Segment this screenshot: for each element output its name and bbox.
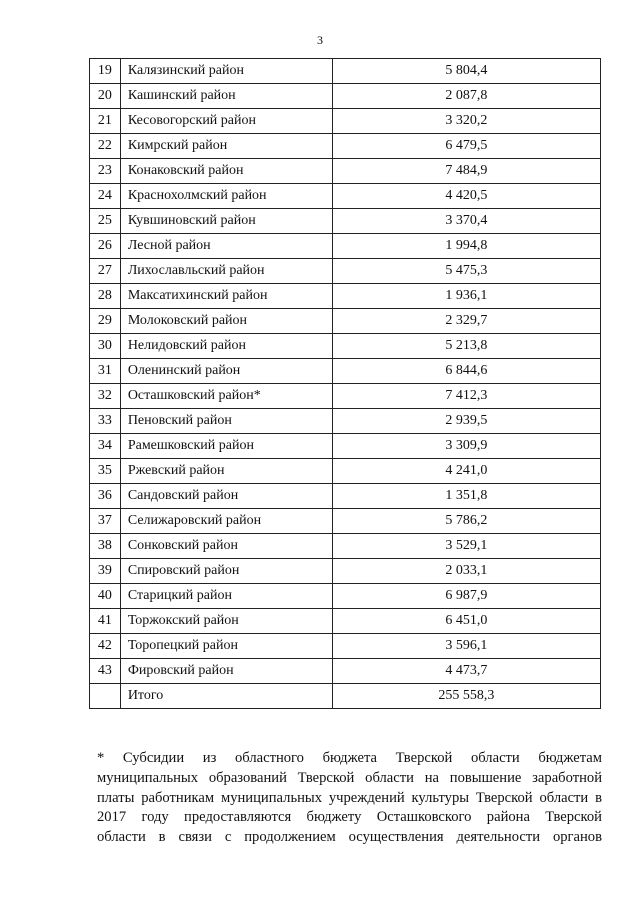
district-name: Ржевский район [120, 459, 332, 484]
table-row [90, 109, 601, 134]
row-number: 35 [90, 459, 121, 484]
table-row [90, 359, 601, 384]
district-name: Максатихинский район [120, 284, 332, 309]
table-row [90, 509, 601, 534]
row-number: 27 [90, 259, 121, 284]
table-row [90, 309, 601, 334]
subsidy-value: 7 412,3 [332, 384, 600, 409]
table-row [90, 659, 601, 684]
footnote [97, 749, 602, 848]
row-number: 40 [90, 584, 121, 609]
district-name: Лихославльский район [120, 259, 332, 284]
district-name: Пеновский район [120, 409, 332, 434]
subsidy-value: 2 087,8 [332, 84, 600, 109]
district-name: Торжокский район [120, 609, 332, 634]
districts-table-body [90, 59, 601, 709]
district-name: Рамешковский район [120, 434, 332, 459]
subsidy-value: 7 484,9 [332, 159, 600, 184]
footnote-line: области в связи с продолжением осуществления деятельности органов [97, 829, 602, 846]
row-number: 38 [90, 534, 121, 559]
subsidy-value: 6 987,9 [332, 584, 600, 609]
district-name: Нелидовский район [120, 334, 332, 359]
subsidy-value: 3 370,4 [332, 209, 600, 234]
district-name: Селижаровский район [120, 509, 332, 534]
district-name: Молоковский район [120, 309, 332, 334]
table-row [90, 584, 601, 609]
subsidy-value: 3 309,9 [332, 434, 600, 459]
district-name: Кувшиновский район [120, 209, 332, 234]
subsidy-value: 3 320,2 [332, 109, 600, 134]
subsidy-value: 6 479,5 [332, 134, 600, 159]
district-name: Краснохолмский район [120, 184, 332, 209]
table-row [90, 434, 601, 459]
table-row [90, 209, 601, 234]
district-name: Спировский район [120, 559, 332, 584]
district-name: Сонковский район [120, 534, 332, 559]
subsidy-value: 3 596,1 [332, 634, 600, 659]
subsidy-value: 5 804,4 [332, 59, 600, 84]
row-number: 19 [90, 59, 121, 84]
subsidy-value: 6 451,0 [332, 609, 600, 634]
districts-table [89, 58, 601, 709]
district-name: Итого [120, 684, 332, 709]
row-number: 34 [90, 434, 121, 459]
footnote-line: платы работникам муниципальных учреждений культуры Тверской области в [97, 789, 602, 806]
table-row [90, 609, 601, 634]
subsidy-value: 2 329,7 [332, 309, 600, 334]
table-row [90, 184, 601, 209]
table-row [90, 409, 601, 434]
subsidy-value: 5 475,3 [332, 259, 600, 284]
district-name: Калязинский район [120, 59, 332, 84]
subsidy-value: 1 351,8 [332, 484, 600, 509]
table-row [90, 484, 601, 509]
page-number: 3 [317, 33, 323, 47]
footnote-line: муниципальных образований Тверской области на повышение заработной [97, 769, 602, 786]
district-name: Лесной район [120, 234, 332, 259]
row-number: 25 [90, 209, 121, 234]
subsidy-value: 1 936,1 [332, 284, 600, 309]
row-number: 29 [90, 309, 121, 334]
district-name: Торопецкий район [120, 634, 332, 659]
table-row [90, 134, 601, 159]
table-row [90, 59, 601, 84]
subsidy-value: 255 558,3 [332, 684, 600, 709]
table-row [90, 159, 601, 184]
district-name: Старицкий район [120, 584, 332, 609]
table-row [90, 384, 601, 409]
table-row [90, 459, 601, 484]
row-number: 42 [90, 634, 121, 659]
district-name: Кашинский район [120, 84, 332, 109]
table-row [90, 559, 601, 584]
row-number: 41 [90, 609, 121, 634]
row-number: 23 [90, 159, 121, 184]
table-row [90, 534, 601, 559]
row-number [90, 684, 121, 709]
row-number: 32 [90, 384, 121, 409]
row-number: 21 [90, 109, 121, 134]
row-number: 37 [90, 509, 121, 534]
subsidy-value: 6 844,6 [332, 359, 600, 384]
subsidy-value: 5 786,2 [332, 509, 600, 534]
table-row [90, 234, 601, 259]
district-name: Конаковский район [120, 159, 332, 184]
row-number: 28 [90, 284, 121, 309]
row-number: 30 [90, 334, 121, 359]
subsidy-value: 1 994,8 [332, 234, 600, 259]
row-number: 22 [90, 134, 121, 159]
table-row [90, 684, 601, 709]
district-name: Оленинский район [120, 359, 332, 384]
row-number: 20 [90, 84, 121, 109]
table-row [90, 634, 601, 659]
row-number: 39 [90, 559, 121, 584]
row-number: 43 [90, 659, 121, 684]
table-row [90, 284, 601, 309]
subsidy-value: 2 033,1 [332, 559, 600, 584]
district-name: Сандовский район [120, 484, 332, 509]
row-number: 26 [90, 234, 121, 259]
row-number: 36 [90, 484, 121, 509]
table-row [90, 84, 601, 109]
row-number: 31 [90, 359, 121, 384]
subsidy-value: 4 420,5 [332, 184, 600, 209]
subsidy-value: 3 529,1 [332, 534, 600, 559]
row-number: 24 [90, 184, 121, 209]
table-row [90, 334, 601, 359]
footnote-line: * Субсидии из областного бюджета Тверской области бюджетам [97, 750, 602, 766]
table-row [90, 259, 601, 284]
subsidy-value: 5 213,8 [332, 334, 600, 359]
subsidy-value: 4 473,7 [332, 659, 600, 684]
footnote-line: 2017 году предоставляются бюджету Осташковского района Тверской [97, 809, 602, 826]
row-number: 33 [90, 409, 121, 434]
district-name: Кимрский район [120, 134, 332, 159]
district-name: Кесовогорский район [120, 109, 332, 134]
district-name: Фировский район [120, 659, 332, 684]
subsidy-value: 2 939,5 [332, 409, 600, 434]
subsidy-value: 4 241,0 [332, 459, 600, 484]
district-name: Осташковский район* [120, 384, 332, 409]
